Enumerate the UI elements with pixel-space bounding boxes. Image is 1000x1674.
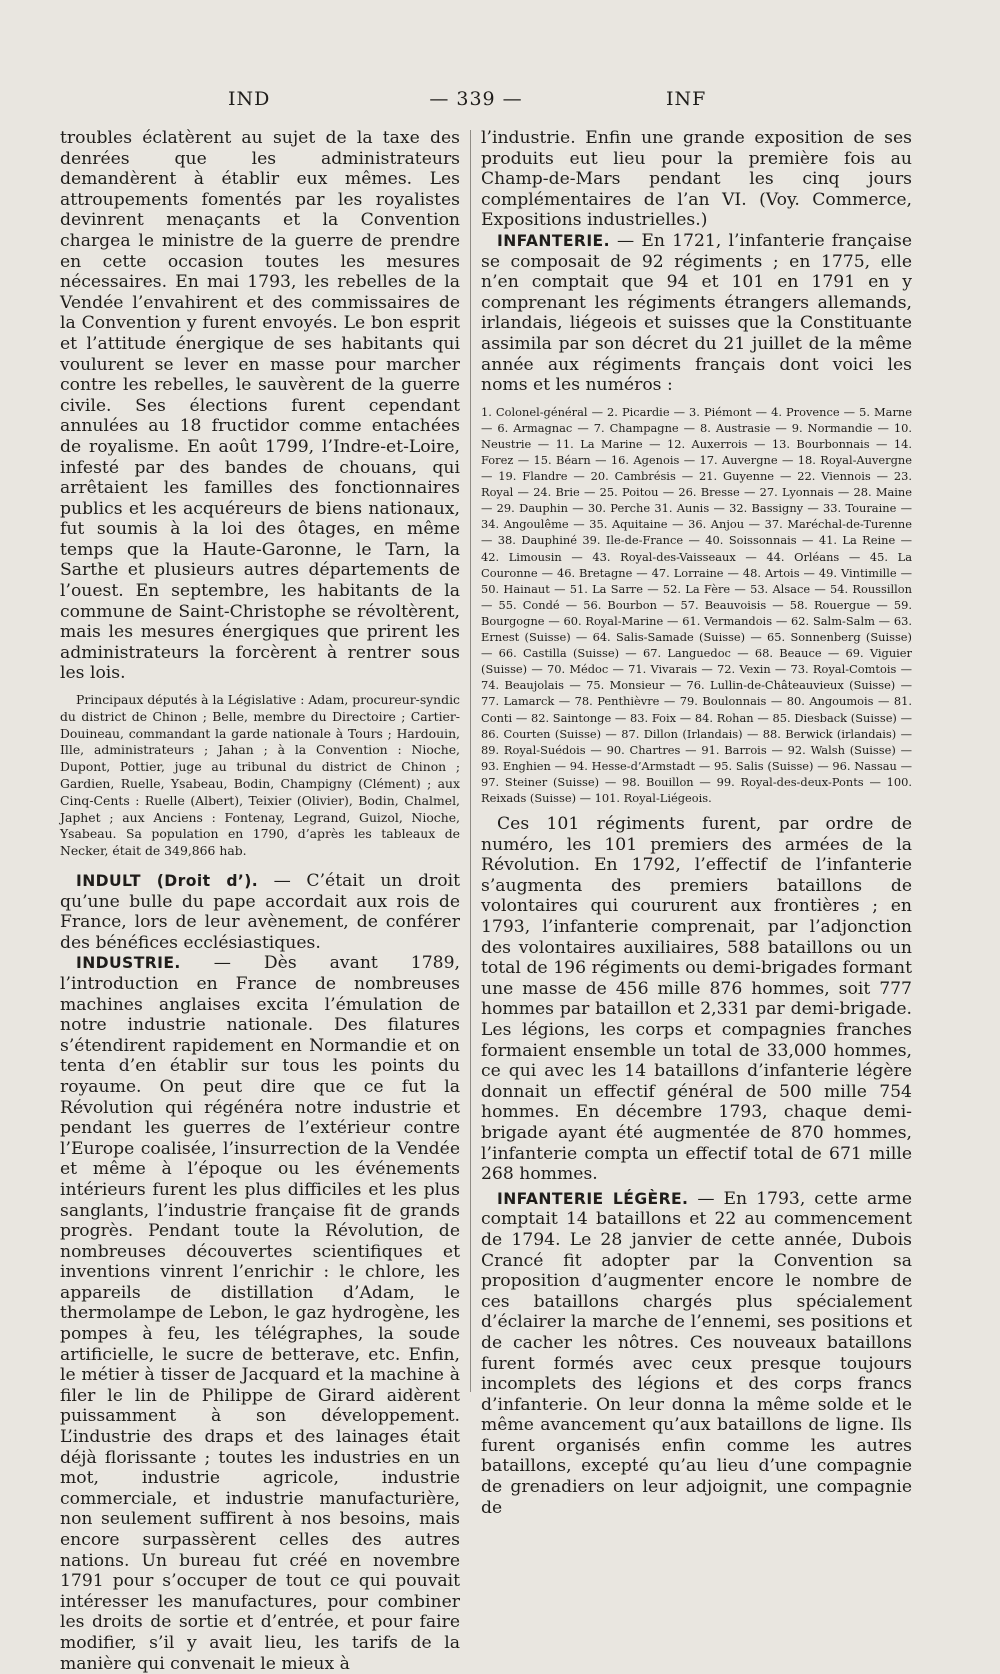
article-indre-et-loire-end: troubles éclatèrent au sujet de la taxe des denrées que les administrateurs demandèrent à établir eux mêmes. Les attroupements fomentés par les royalistes devinrent menaçants et la Convention chargea le ministre de la guerre de prendre en cette occasion toutes les mesures nécessaires. En mai 1793, les rebelles de la Vendée l’envahirent et des commissaires de la Convention y furent envoyés. Le bon esprit et l’attitude énergique de ses habitants qui voulurent se lever en masse pour marcher contre les rebelles, le sauvèrent de la guerre civile. Ses élections furent cependant annulées au 18 fructidor comme entachées de royalisme. En août 1799, l’Indre-et-Loire, infesté par des bandes de chouans, qui arrêtaient les familles des fonctionnaires publics et les acquéreurs de biens nationaux, fut soumis à la loi des ôtages, en même temps que la Haute-Garonne, le Tarn, la Sarthe et plusieurs autres départements de l’ouest. En septembre, les habitants de la commune de Saint-Christophe se révoltèrent, mais les mesures énergiques que prirent les administrateurs la forcèrent à rentrer sous les lois. [60,128,460,684]
entry-text-industrie: — Dès avant 1789, l’introduction en France de nombreuses machines anglaises excita l’émulation de notre industrie nationale. Des filatures s’étendirent rapidement en Normandie et on tenta d’en établir sur tous les points du royaume. On peut dire que ce fut la Révolution qui régénéra notre industrie et pendant les guerres de l’extérieur contre l’Europe coalisée, l’insurrection de la Vendée et même à l’époque ou les événements intérieurs furent les plus difficiles et les plus sanglants, l’industrie française fit de grands progrès. Pendant toute la Révolution, de nombreuses découvertes scientifiques et inventions vinrent l’enrichir : le chlore, les appareils de distillation d’Adam, le thermolampe de Lebon, le gaz hydrogène, les pompes à feu, les télégraphes, la soude artificielle, le sucre de betterave, etc. Enfin, le métier à tisser de Jacquard et la machine à filer le lin de Philippe de Girard aidèrent puissamment à son développement. L’industrie des draps et des lainages était déjà florissante ; toutes les industries en un mot, industrie agricole, industrie commerciale, et industrie manufacturière, non seulement suffirent à nos besoins, mais encore surpassèrent celles des autres nations. Un bureau fut créé en novembre 1791 pour s’occuper de tout ce qui pouvait intéresser les manufactures, pour combiner les droits de sortie et d’entrée, et pour faire modifier, s’il y avait lieu, les tarifs de la manière qui convenait le mieux à [60,953,460,1674]
article-infanterie [481,231,912,396]
entry-text-infanterie: — En 1721, l’infanterie française se composait de 92 régiments ; en 1775, elle n’en comptait que 94 et 101 en 1791 en y comprenant les régiments étrangers allemands, irlandais, liégeois et suisses que la Constituante assimila par son décret du 21 juillet de la même année aux régiments français dont voici les noms et les numéros : [481,230,912,396]
deputes-note: Principaux députés à la Législative : Adam, procureur-syndic du district de Chinon ; Belle, membre du Directoire ; Cartier-Douineau, commandant la garde nationale à Tours ; Hardouin, Ille, administrateurs ; Jahan ; à la Convention : Nioche, Dupont, Pottier, juge au tribunal du district de Chinon ; Gardien, Ruelle, Ysabeau, Bodin, Champigny (Clément) ; aux Cinq-Cents : Ruelle (Albert), Teixier (Olivier), Bodin, Chalmel, Japhet ; aux Anciens : Fontenay, Legrand, Guizol, Nioche, Ysabeau. Sa population en 1790, d’après les tableaux de Necker, était de 349,866 hab. [60,692,460,859]
column-divider [470,130,471,1392]
regiments-list: 1. Colonel-général — 2. Picardie — 3. Piémont — 4. Provence — 5. Marne — 6. Armagnac — 7. Champagne — 8. Austrasie — 9. Normandie — 10. Neustrie — 11. La Marine — 12. Auxerrois — 13. Bourbonnais — 14. Forez — 15. Béarn — 16. Agenois — 17. Auvergne — 18. Royal-Auvergne — 19. Flandre — 20. Cambrésis — 21. Guyenne — 22. Viennois — 23. Royal — 24. Brie — 25. Poitou — 26. Bresse — 27. Lyonnais — 28. Maine — 29. Dauphin — 30. Perche 31. Aunis — 32. Bassigny — 33. Touraine — 34. Angoulême — 35. Aquitaine — 36. Anjou — 37. Maréchal-de-Turenne — 38. Dauphiné 39. Ile-de-France — 40. Soissonnais — 41. La Reine — 42. Limousin — 43. Royal-des-Vaisseaux — 44. Orléans — 45. La Couronne — 46. Bretagne — 47. Lorraine — 48. Artois — 49. Vintimille — 50. Hainaut — 51. La Sarre — 52. La Fère — 53. Alsace — 54. Roussillon — 55. Condé — 56. Bourbon — 57. Beauvoisis — 58. Rouergue — 59. Bourgogne — 60. Royal-Marine — 61. Vermandois — 62. Salm-Salm — 63. Ernest (Suisse) — 64. Salis-Samade (Suisse) — 65. Sonnenberg (Suisse) — 66. Castilla (Suisse) — 67. Languedoc — 68. Beauce — 69. Viguier (Suisse) — 70. Médoc — 71. Vivarais — 72. Vexin — 73. Royal-Comtois — 74. Beaujolais — 75. Monsieur — 76. Lullin-de-Châteauvieux (Suisse) — 77. Lamarck — 78. Penthièvre — 79. Boulonnais — 80. Angoumois — 81. Conti — 82. Saintonge — 83. Foix — 84. Rohan — 85. Diesback (Suisse) — 86. Courten (Suisse) — 87. Dillon (Irlandais) — 88. Berwick (irlandais) — 89. Royal-Suédois — 90. Chartres — 91. Barrois — 92. Walsh (Suisse) — 93. Enghien — 94. Hesse-d’Armstadt — 95. Salis (Suisse) — 96. Nassau — 97. Steiner (Suisse) — 98. Bouillon — 99. Royal-des-deux-Ponts — 100. Reixads (Suisse) — 101. Royal-Liégeois. [481,404,912,805]
entry-heading-infanterie-legere: INFANTERIE LÉGÈRE. [497,1189,689,1208]
entry-heading-infanterie: INFANTERIE. [497,231,610,250]
article-infanterie-legere [481,1189,912,1519]
article-industrie-end: l’industrie. Enfin une grande exposition de ses produits eut lieu pour la première fois au Champ-de-Mars pendant les cinq jours complémentaires de l’an VI. (Voy. Commerce, Expositions industrielles.) [481,128,912,231]
entry-heading-indult: INDULT (Droit d’). [76,872,259,890]
left-column [60,128,460,1674]
entry-text-infanterie-legere: — En 1793, cette arme comptait 14 bataillons et 22 au commencement de 1794. Le 28 janvier de cette année, Dubois Crancé fit adopter par la Convention sa proposition d’augmenter encore le nombre de ces bataillons chargés plus spécialement d’éclairer la marche de l’ennemi, ses positions et de cacher les nôtres. Ces nouveaux bataillons furent formés avec ceux presque toujours incomplets des légions et des corps francs d’infanterie. On leur donna la même solde et le même avancement qu’aux bataillons de ligne. Ils furent organisés enfin comme les autres bataillons, excepté qu’au lieu d’une compagnie de grenadiers on leur adjoignit, une compagnie de [481,1188,912,1518]
paragraph-101-regiments: Ces 101 régiments furent, par ordre de numéro, les 101 premiers des armées de la Révolution. En 1792, l’effectif de l’infanterie s’augmenta des premiers bataillons de volontaires qui coururent aux frontières ; en 1793, l’infanterie comprenait, par l’adjonction des volontaires auxiliaires, 588 bataillons ou un total de 196 régiments ou demi-brigades formant une masse de 456 mille 876 hommes, soit 777 hommes par bataillon et 2,331 par demi-brigade. Les légions, les corps et compagnies franches formaient ensemble un total de 33,000 hommes, ce qui avec les 14 bataillons d’infanterie légère donnait un effectif général de 500 mille 754 hommes. En décembre 1793, chaque demi-brigade ayant été augmentée de 870 hommes, l’infanterie compta un effectif total de 671 mille 268 hommes. [481,814,912,1185]
article-indult [60,871,460,953]
entry-heading-industrie: INDUSTRIE. [76,954,181,973]
page-number: — 339 — [429,88,523,110]
entry-text-indult: — C’était un droit qu’une bulle du pape accordait aux rois de France, lors de leur avènement, de conférer des bénéfices ecclésiastiques. [60,871,461,953]
running-head-left: IND [228,88,271,110]
right-column [481,128,912,1518]
running-head-right: INF [666,88,707,110]
article-industrie [60,953,460,1674]
